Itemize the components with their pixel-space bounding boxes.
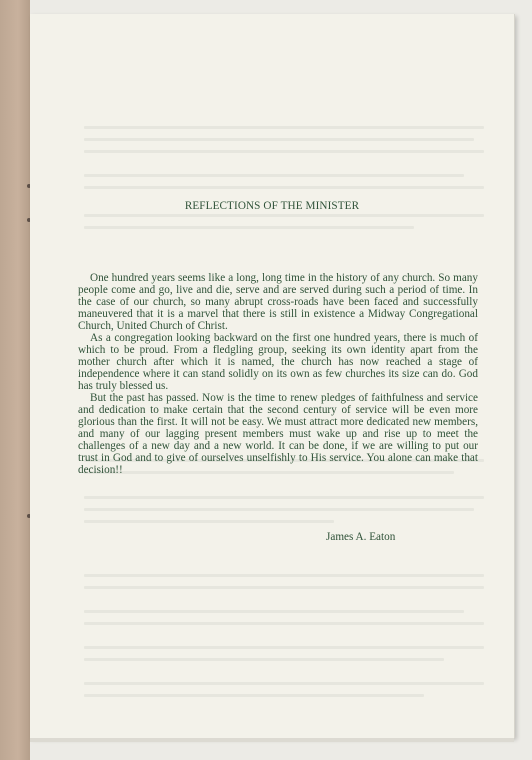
page-edge (30, 738, 514, 742)
booklet-spine (0, 0, 30, 760)
paragraph: As a congregation looking backward on the first one hundred years, there is much of which to be proud. From a fledgling group, seeking its own identity apart from the mother church after which it is named, the church has now reached a stage of independence where it can stand solidly on its own as few churches its size can do. God has truly blessed us. (78, 332, 478, 392)
document-page (30, 14, 515, 738)
paragraph: But the past has passed. Now is the time to renew pledges of faithfulness and service and dedication to make certain that the second century of service will be even more glorious than the first. It will not be easy. We must attract more dedicated new members, and many of our lagging present members must wake up and rise up to meet the challenges of a new day and a new world. It can be done, if we are willing to put our trust in God and to give of ourselves unselfishly to His service. You alone can make that decision!! (78, 392, 478, 476)
document-heading: REFLECTIONS OF THE MINISTER (184, 200, 360, 212)
paragraph: One hundred years seems like a long, long time in the history of any church. So many people come and go, live and die, serve and are served during such a period of time. In the case of our church, so many abrupt cross-roads have been faced and successfully maneuvered that it is a marvel that there is still in existence a Midway Congregational Church, United Church of Christ. (78, 272, 478, 332)
signature: James A. Eaton (326, 531, 396, 543)
document-body (78, 272, 478, 476)
